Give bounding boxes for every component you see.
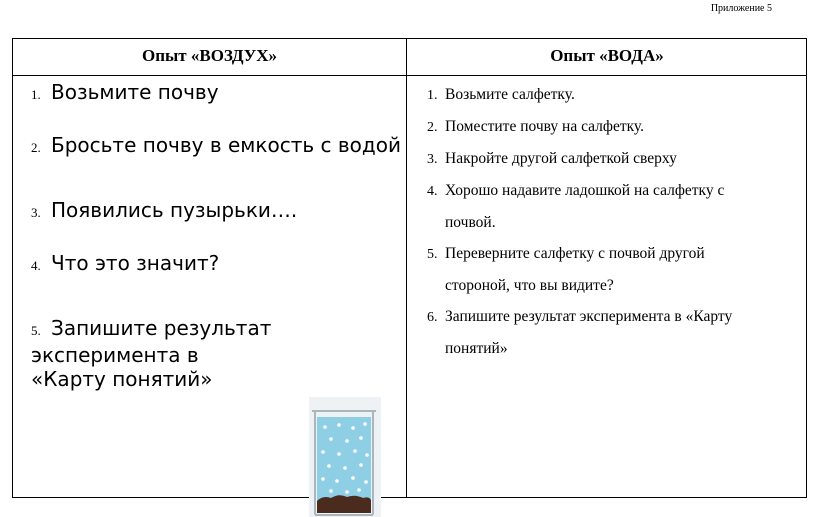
step-number: 2. (31, 140, 41, 155)
step-text: Поместите почву на салфетку. (445, 118, 645, 135)
air-step-3 (31, 198, 401, 225)
step-text: Хорошо надавите ладошкой на салфетку с (445, 182, 725, 199)
step-text: Переверните салфетку с почвой другой (445, 245, 705, 262)
step-number: 4. (31, 258, 41, 273)
water-step-2 (427, 111, 802, 143)
appendix-label: Приложение 5 (710, 3, 772, 14)
air-step-1 (31, 80, 401, 107)
step-number: 3. (427, 152, 438, 167)
water-step-6 (427, 301, 802, 364)
water-step-3 (427, 143, 802, 175)
water-step-1 (427, 79, 802, 111)
step-number: 6. (427, 310, 438, 325)
step-number: 5. (427, 247, 438, 262)
water-step-5 (427, 238, 802, 301)
step-number: 1. (31, 87, 41, 102)
air-experiment-header: Опыт «ВОЗДУХ» (141, 46, 278, 65)
step-text: Накройте другой салфеткой сверху (445, 150, 677, 167)
step-text-continued: понятий» (445, 340, 508, 357)
air-step-2 (31, 133, 401, 160)
air-step-4 (31, 251, 401, 278)
air-step-5 (31, 316, 401, 391)
step-text: Возьмите салфетку. (445, 86, 575, 103)
step-number: 1. (427, 88, 438, 103)
step-text-continued: почвой. (445, 214, 496, 231)
step-text: Бросьте почву в емкость с водой (51, 133, 401, 157)
step-text-continued: стороной, что вы видите? (445, 277, 614, 294)
step-number: 2. (427, 120, 438, 135)
header-divider (13, 75, 806, 76)
water-step-4 (427, 175, 802, 238)
experiments-table (12, 38, 807, 498)
water-steps-list (427, 79, 802, 364)
step-text: Что это значит? (51, 251, 220, 275)
step-number: 3. (31, 205, 41, 220)
beaker-illustration (309, 397, 381, 517)
step-number: 5. (31, 323, 41, 338)
column-divider (406, 39, 407, 497)
step-number: 4. (427, 184, 438, 199)
step-text: Появились пузырьки…. (51, 198, 298, 222)
step-text: Возьмите почву (51, 80, 219, 104)
water-experiment-header: Опыт «ВОДА» (550, 46, 664, 65)
step-text-continued: «Карту понятий» (31, 367, 213, 391)
step-text: Запишите результат эксперимента в (31, 316, 272, 367)
step-text: Запишите результат эксперимента в «Карту (445, 308, 733, 325)
